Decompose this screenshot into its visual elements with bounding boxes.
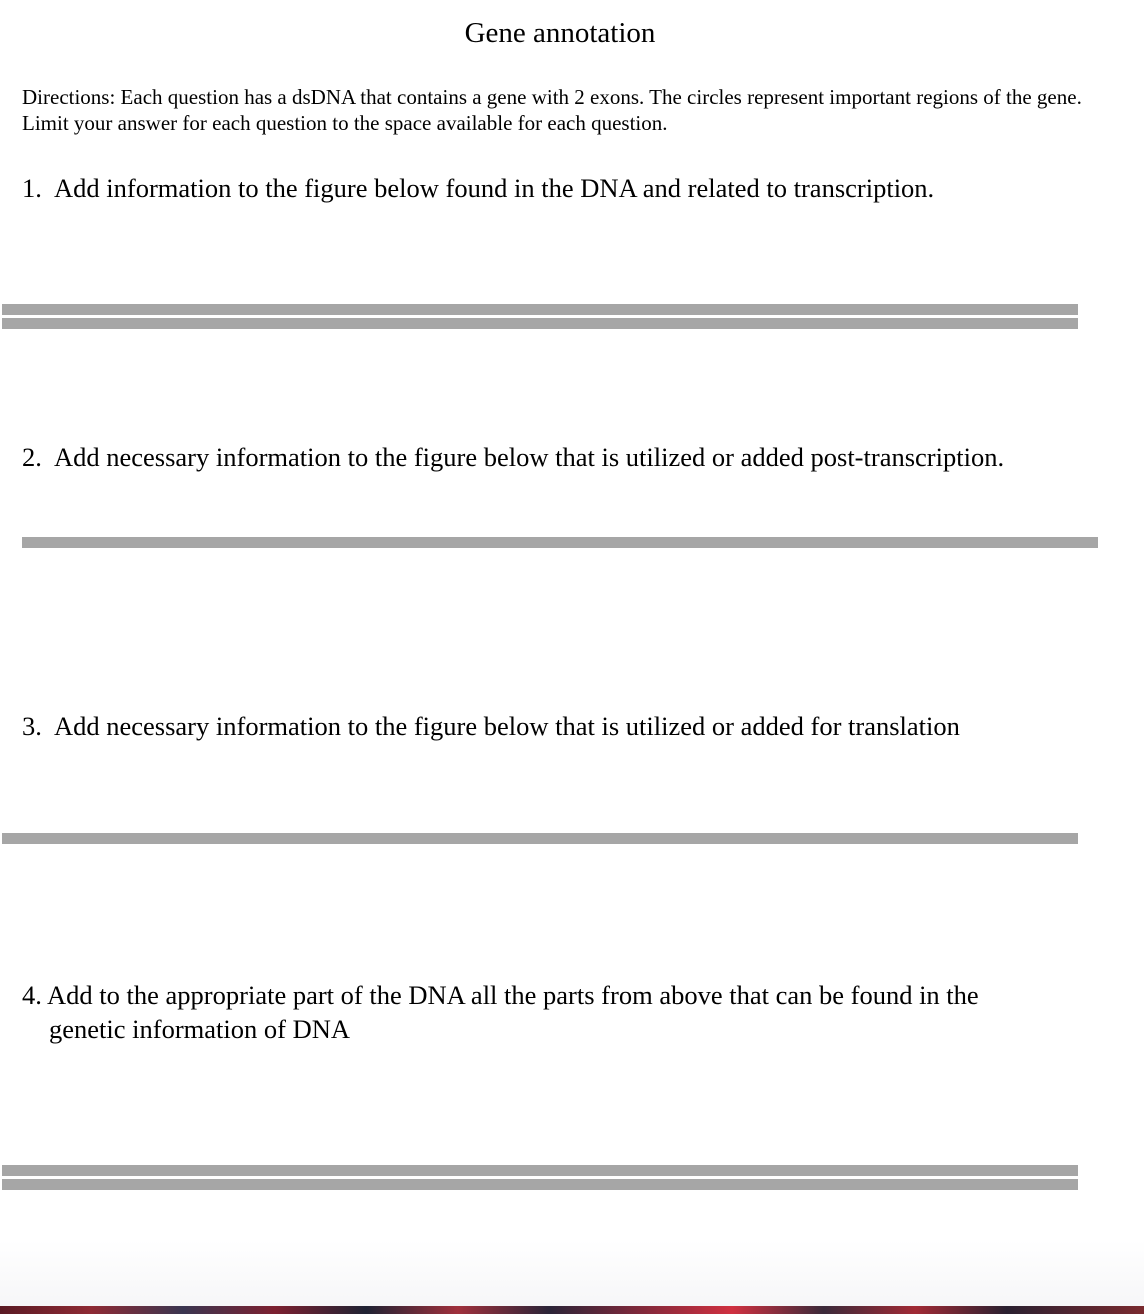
question-2-number: 2. — [22, 442, 42, 472]
question-2-text: Add necessary information to the figure below that is utilized or added post-transcription. — [54, 442, 1005, 472]
question-1-number: 1. — [22, 173, 42, 203]
question-4 — [22, 978, 1102, 1046]
desktop-background-strip — [0, 1306, 1144, 1314]
dna-strand-top — [2, 304, 1078, 315]
dna-strand-top — [2, 1165, 1078, 1176]
question-1-text: Add information to the figure below found in the DNA and related to transcription. — [54, 173, 935, 203]
question-4-text-line1: Add to the appropriate part of the DNA all the parts from above that can be found in the — [47, 980, 979, 1010]
question-2 — [22, 440, 1102, 474]
question-3-text: Add necessary information to the figure below that is utilized or added for translation — [54, 711, 960, 741]
mrna-strand — [2, 833, 1078, 844]
question-4-text-line2: genetic information of DNA — [49, 1014, 350, 1044]
page-bottom-fade — [0, 1240, 1144, 1306]
rna-strand — [22, 537, 1098, 548]
page-title: Gene annotation — [464, 17, 656, 49]
dna-strand-bottom — [2, 1179, 1078, 1190]
directions-text: Directions: Each question has a dsDNA that contains a gene with 2 exons. The circles represent important regions of the gene. Limit your answer for each question to the space available for each question. — [22, 85, 1082, 135]
question-4-number: 4. — [22, 980, 42, 1010]
question-1 — [22, 171, 1102, 205]
question-3 — [22, 709, 1102, 743]
question-3-number: 3. — [22, 711, 42, 741]
dna-strand-bottom — [2, 318, 1078, 329]
